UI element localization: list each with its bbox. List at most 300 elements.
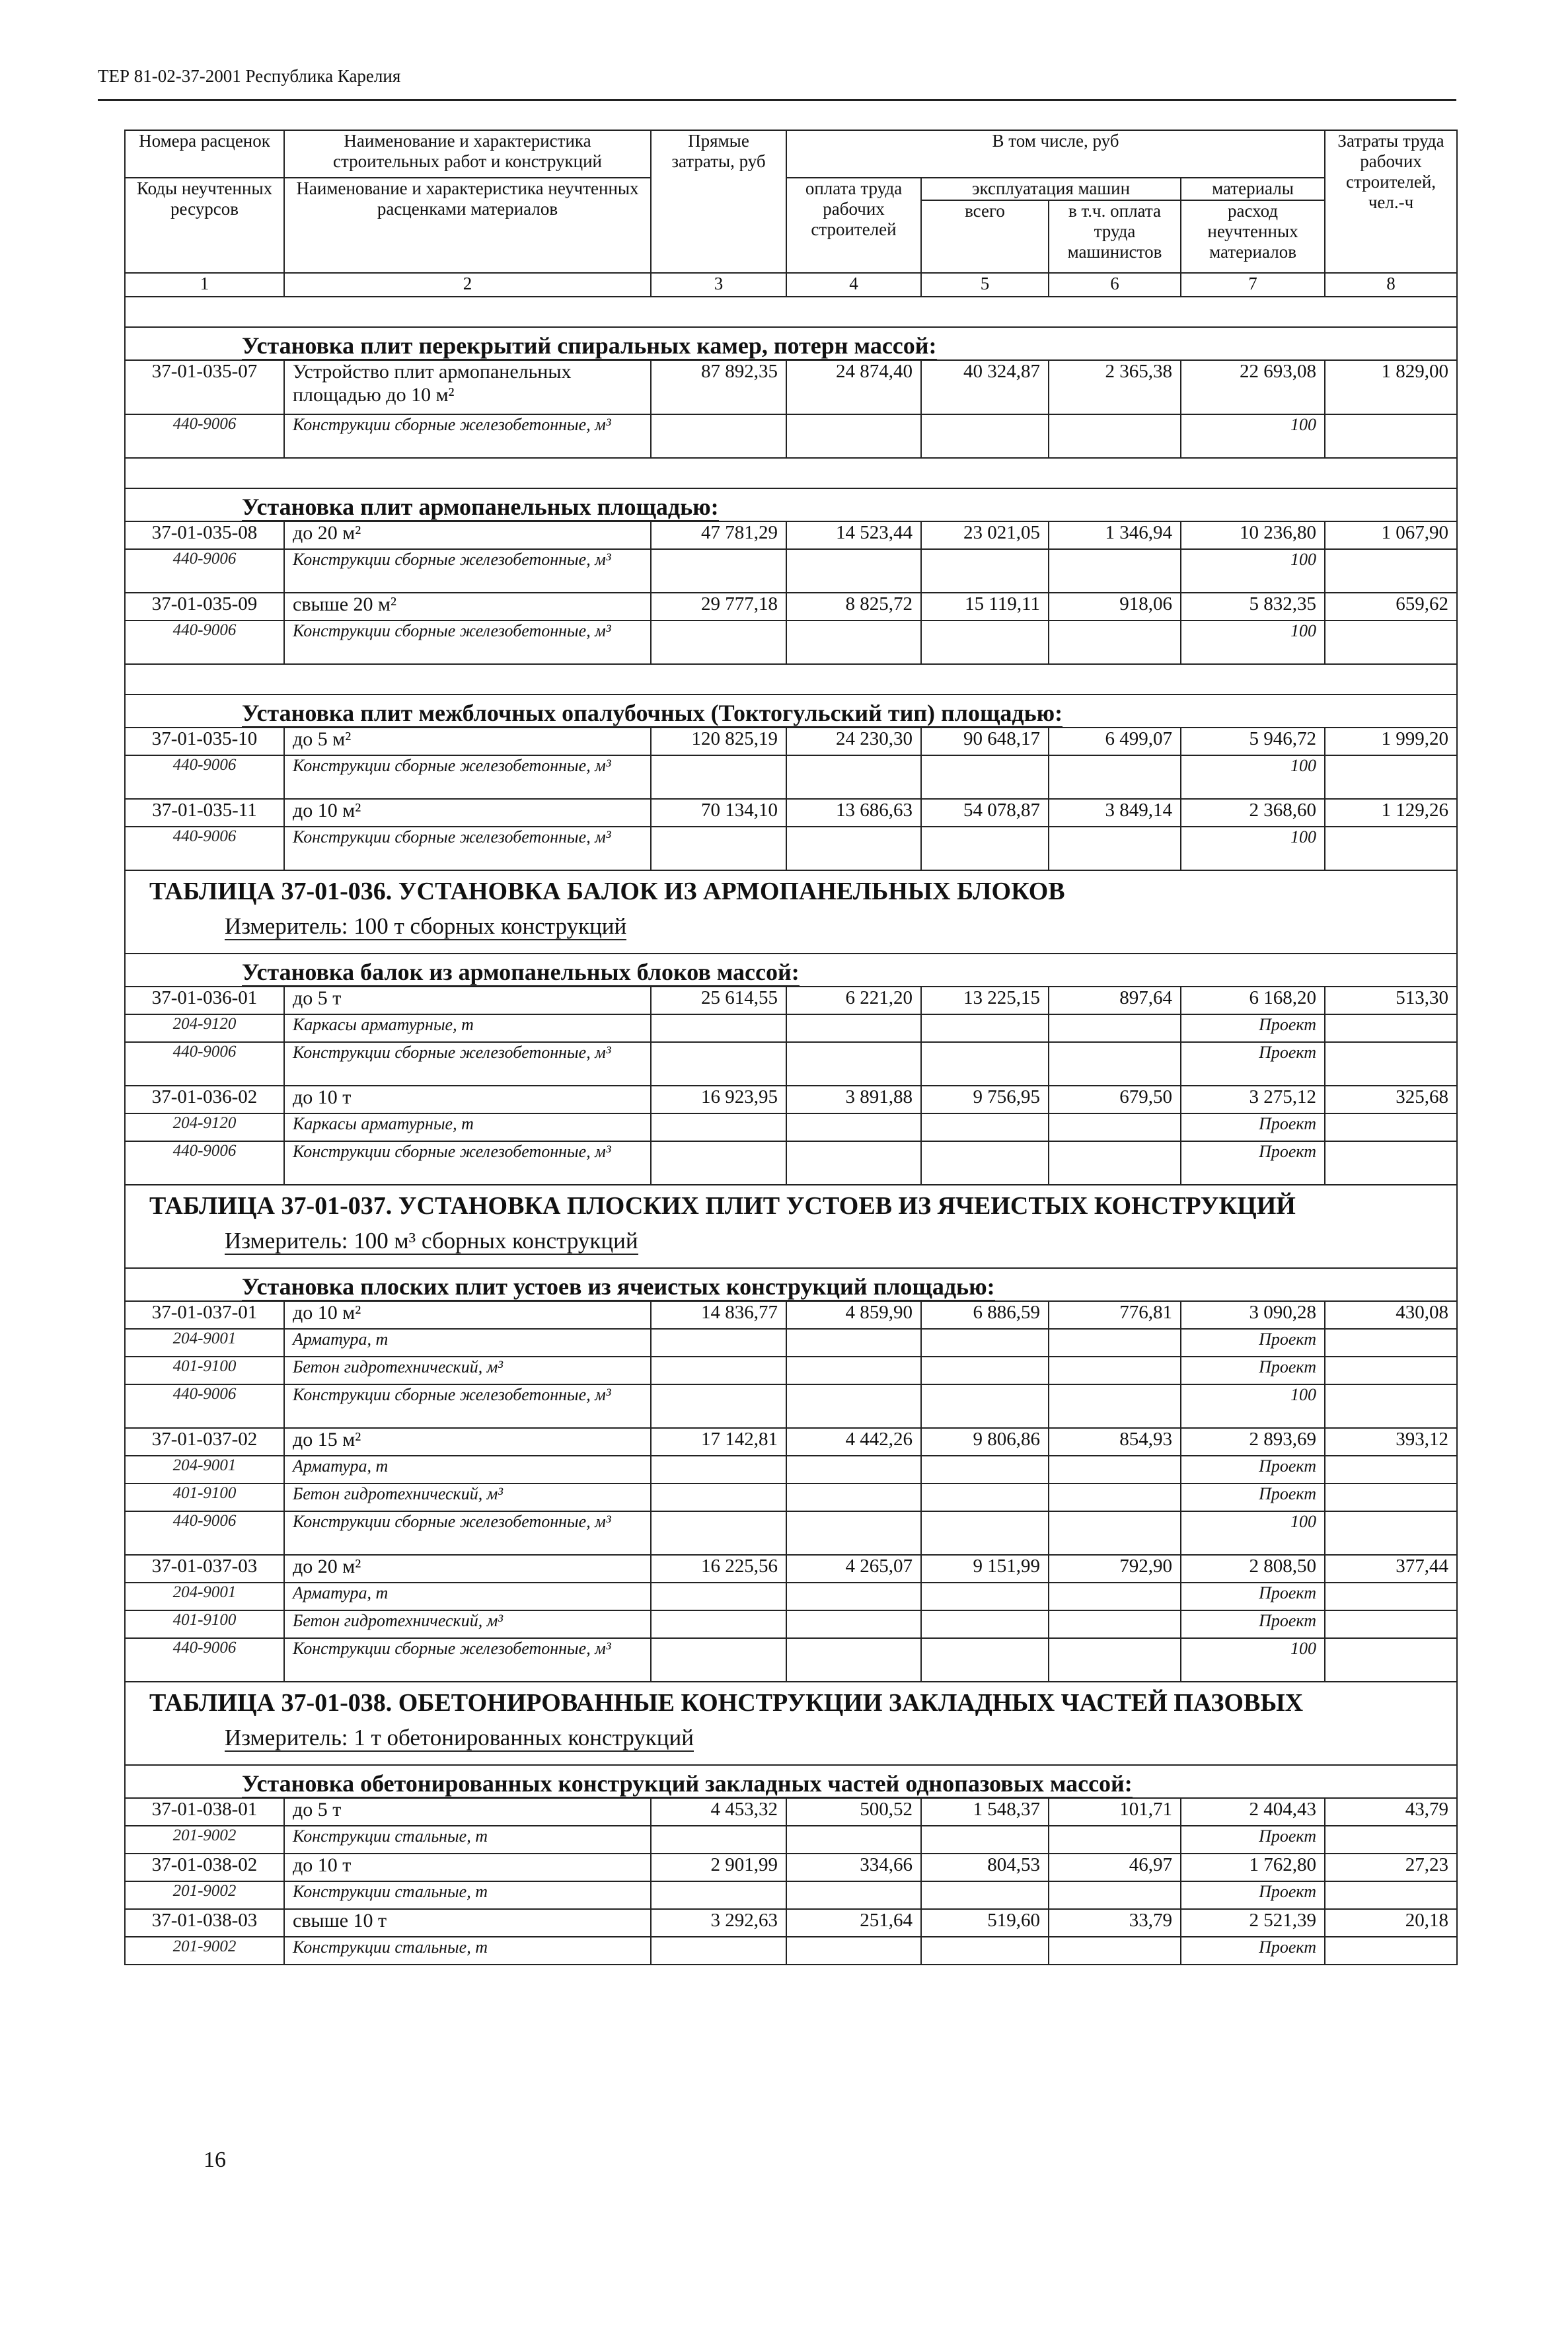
rate-code: 37-01-037-01 — [125, 1301, 284, 1329]
resource-code: 204-9001 — [125, 1456, 284, 1484]
empty-cell — [651, 1484, 786, 1511]
cost-direct: 3 292,63 — [651, 1909, 786, 1937]
resource-description: Бетон гидротехнический, м³ — [284, 1357, 651, 1384]
work-description: до 10 м² — [284, 799, 651, 827]
resource-consumption: Проект — [1181, 1881, 1325, 1909]
empty-cell — [786, 827, 921, 870]
col-num: 8 — [1325, 273, 1457, 297]
measure-unit-cell — [125, 1228, 1457, 1268]
cost-mat: 2 368,60 — [1181, 799, 1325, 827]
cost-direct: 120 825,19 — [651, 728, 786, 755]
cost-wage: 24 230,30 — [786, 728, 921, 755]
resource-row — [125, 549, 1457, 593]
resource-code: 440-9006 — [125, 755, 284, 799]
cost-mat: 2 893,69 — [1181, 1428, 1325, 1456]
resource-row — [125, 827, 1457, 870]
resource-description: Каркасы арматурные, т — [284, 1113, 651, 1141]
empty-cell — [651, 1456, 786, 1484]
cost-direct: 29 777,18 — [651, 593, 786, 620]
section-title-row — [125, 1765, 1457, 1798]
rate-code: 37-01-038-02 — [125, 1854, 284, 1881]
table-title: ТАБЛИЦА 37-01-038. ОБЕТОНИРОВАННЫЕ КОНСТРУКЦИИ ЗАКЛАДНЫХ ЧАСТЕЙ ПАЗОВЫХ — [125, 1682, 1457, 1725]
empty-cell — [1325, 1384, 1457, 1428]
empty-cell — [786, 1610, 921, 1638]
cost-labor: 1 829,00 — [1325, 360, 1457, 414]
empty-cell — [921, 620, 1049, 664]
measure-unit: Измеритель: 100 т сборных конструкций — [225, 913, 627, 939]
cost-direct: 25 614,55 — [651, 987, 786, 1014]
col-head-name-top: Наименование и характеристика строительных работ и конструкций — [284, 130, 651, 178]
empty-cell — [651, 1511, 786, 1555]
cost-mach: 40 324,87 — [921, 360, 1049, 414]
spacer-cell — [125, 458, 1457, 488]
resource-consumption: Проект — [1181, 1583, 1325, 1610]
empty-cell — [921, 1583, 1049, 1610]
resource-row — [125, 1014, 1457, 1042]
section-title-row — [125, 695, 1457, 728]
table-row — [125, 799, 1457, 827]
work-description: до 5 т — [284, 1798, 651, 1826]
table-row — [125, 987, 1457, 1014]
resource-row — [125, 1826, 1457, 1854]
resource-code: 440-9006 — [125, 1384, 284, 1428]
table-row — [125, 1555, 1457, 1583]
table-title: ТАБЛИЦА 37-01-037. УСТАНОВКА ПЛОСКИХ ПЛИТ УСТОЕВ ИЗ ЯЧЕИСТЫХ КОНСТРУКЦИЙ — [125, 1185, 1457, 1228]
empty-cell — [1325, 1113, 1457, 1141]
spacer-cell — [125, 664, 1457, 695]
col-num: 2 — [284, 273, 651, 297]
table-body — [125, 130, 1457, 1965]
table-row — [125, 1798, 1457, 1826]
cost-mwage: 1 346,94 — [1049, 521, 1181, 549]
rate-code: 37-01-038-03 — [125, 1909, 284, 1937]
empty-cell — [1049, 1484, 1181, 1511]
resource-description: Конструкции стальные, т — [284, 1881, 651, 1909]
document-header: ТЕР 81-02-37-2001 Республика Карелия — [98, 66, 401, 86]
table-row — [125, 521, 1457, 549]
empty-cell — [1049, 1014, 1181, 1042]
col-head-codes-bottom: Коды неучтенных ресурсов — [125, 178, 284, 273]
cost-mach: 9 806,86 — [921, 1428, 1049, 1456]
cost-mwage: 6 499,07 — [1049, 728, 1181, 755]
cost-mach: 1 548,37 — [921, 1798, 1049, 1826]
section-title-cell — [125, 488, 1457, 521]
table-title-row — [125, 1682, 1457, 1725]
resource-row — [125, 1329, 1457, 1357]
resource-description: Конструкции сборные железобетонные, м³ — [284, 755, 651, 799]
cost-direct: 16 225,56 — [651, 1555, 786, 1583]
col-num: 6 — [1049, 273, 1181, 297]
cost-mach: 54 078,87 — [921, 799, 1049, 827]
cost-wage: 3 891,88 — [786, 1086, 921, 1113]
resource-row — [125, 1583, 1457, 1610]
header-row-3 — [125, 178, 1457, 200]
resource-row — [125, 1042, 1457, 1086]
rate-code: 37-01-035-11 — [125, 799, 284, 827]
resource-consumption: 100 — [1181, 1511, 1325, 1555]
empty-cell — [921, 1881, 1049, 1909]
col-head-materials: материалы — [1181, 178, 1325, 200]
empty-cell — [921, 414, 1049, 458]
measure-unit: Измеритель: 1 т обетонированных конструкций — [225, 1725, 694, 1750]
work-description: до 20 м² — [284, 1555, 651, 1583]
empty-cell — [651, 620, 786, 664]
resource-description: Арматура, т — [284, 1329, 651, 1357]
empty-cell — [921, 1937, 1049, 1965]
resource-consumption: Проект — [1181, 1329, 1325, 1357]
empty-cell — [786, 1881, 921, 1909]
empty-cell — [786, 755, 921, 799]
resource-description: Конструкции сборные железобетонные, м³ — [284, 827, 651, 870]
empty-cell — [1325, 1484, 1457, 1511]
col-head-incl: В том числе, руб — [786, 130, 1325, 178]
page-number: 16 — [204, 2148, 226, 2172]
cost-mach: 6 886,59 — [921, 1301, 1049, 1329]
cost-labor: 659,62 — [1325, 593, 1457, 620]
col-head-direct: Прямые затраты, руб — [651, 130, 786, 273]
empty-cell — [1325, 1638, 1457, 1682]
empty-cell — [921, 1357, 1049, 1384]
resource-code: 440-9006 — [125, 620, 284, 664]
cost-wage: 8 825,72 — [786, 593, 921, 620]
empty-cell — [1325, 827, 1457, 870]
work-description: до 10 т — [284, 1086, 651, 1113]
work-description: свыше 10 т — [284, 1909, 651, 1937]
resource-consumption: 100 — [1181, 414, 1325, 458]
cost-mwage: 46,97 — [1049, 1854, 1181, 1881]
cost-direct: 14 836,77 — [651, 1301, 786, 1329]
resource-code: 440-9006 — [125, 1638, 284, 1682]
resource-row — [125, 620, 1457, 664]
empty-cell — [651, 1357, 786, 1384]
col-num: 7 — [1181, 273, 1325, 297]
cost-mach: 90 648,17 — [921, 728, 1049, 755]
cost-mach: 15 119,11 — [921, 593, 1049, 620]
resource-code: 440-9006 — [125, 1141, 284, 1185]
resource-description: Конструкции сборные железобетонные, м³ — [284, 1511, 651, 1555]
empty-cell — [1325, 1329, 1457, 1357]
empty-cell — [921, 1610, 1049, 1638]
cost-mach: 9 151,99 — [921, 1555, 1049, 1583]
resource-consumption: Проект — [1181, 1484, 1325, 1511]
empty-cell — [921, 1014, 1049, 1042]
cost-mach: 804,53 — [921, 1854, 1049, 1881]
resource-row — [125, 1357, 1457, 1384]
empty-cell — [651, 1881, 786, 1909]
cost-labor: 43,79 — [1325, 1798, 1457, 1826]
resource-description: Конструкции стальные, т — [284, 1937, 651, 1965]
resource-row — [125, 755, 1457, 799]
resource-description: Бетон гидротехнический, м³ — [284, 1484, 651, 1511]
section-title-cell — [125, 954, 1457, 987]
cost-mat: 1 762,80 — [1181, 1854, 1325, 1881]
resource-code: 204-9120 — [125, 1014, 284, 1042]
empty-cell — [1325, 1826, 1457, 1854]
empty-cell — [1049, 1384, 1181, 1428]
cost-direct: 70 134,10 — [651, 799, 786, 827]
resource-code: 401-9100 — [125, 1610, 284, 1638]
cost-labor: 377,44 — [1325, 1555, 1457, 1583]
resource-consumption: Проект — [1181, 1610, 1325, 1638]
col-head-machines-total: всего — [921, 200, 1049, 273]
resource-consumption: Проект — [1181, 1456, 1325, 1484]
resource-code: 204-9001 — [125, 1583, 284, 1610]
resource-description: Арматура, т — [284, 1583, 651, 1610]
empty-cell — [651, 755, 786, 799]
section-title: Установка плоских плит устоев из ячеистых конструкций площадью: — [242, 1273, 995, 1300]
cost-direct: 4 453,32 — [651, 1798, 786, 1826]
empty-cell — [786, 1826, 921, 1854]
empty-cell — [786, 1937, 921, 1965]
cost-mach: 519,60 — [921, 1909, 1049, 1937]
empty-cell — [921, 1638, 1049, 1682]
empty-cell — [1325, 1610, 1457, 1638]
resource-consumption: Проект — [1181, 1113, 1325, 1141]
cost-mwage: 3 849,14 — [1049, 799, 1181, 827]
empty-cell — [651, 1826, 786, 1854]
empty-cell — [1325, 549, 1457, 593]
cost-wage: 24 874,40 — [786, 360, 921, 414]
resource-row — [125, 1610, 1457, 1638]
empty-cell — [921, 1384, 1049, 1428]
table-title-row — [125, 870, 1457, 913]
empty-cell — [651, 549, 786, 593]
cost-direct: 17 142,81 — [651, 1428, 786, 1456]
rate-code: 37-01-035-10 — [125, 728, 284, 755]
resource-description: Бетон гидротехнический, м³ — [284, 1610, 651, 1638]
empty-cell — [786, 1511, 921, 1555]
empty-cell — [651, 827, 786, 870]
empty-cell — [786, 1583, 921, 1610]
resource-code: 440-9006 — [125, 1511, 284, 1555]
col-head-machines: эксплуатация машин — [921, 178, 1181, 200]
empty-cell — [1325, 620, 1457, 664]
work-description: до 10 м² — [284, 1301, 651, 1329]
empty-cell — [651, 414, 786, 458]
empty-cell — [786, 1113, 921, 1141]
table-title: ТАБЛИЦА 37-01-036. УСТАНОВКА БАЛОК ИЗ АРМОПАНЕЛЬНЫХ БЛОКОВ — [125, 870, 1457, 913]
section-spacer — [125, 297, 1457, 327]
cost-labor: 513,30 — [1325, 987, 1457, 1014]
resource-description: Конструкции сборные железобетонные, м³ — [284, 1384, 651, 1428]
rate-code: 37-01-038-01 — [125, 1798, 284, 1826]
cost-direct: 87 892,35 — [651, 360, 786, 414]
col-head-wage: оплата труда рабочих строителей — [786, 178, 921, 273]
empty-cell — [921, 1141, 1049, 1185]
empty-cell — [1049, 414, 1181, 458]
cost-labor: 430,08 — [1325, 1301, 1457, 1329]
section-title-cell — [125, 1268, 1457, 1301]
empty-cell — [651, 1638, 786, 1682]
cost-mat: 10 236,80 — [1181, 521, 1325, 549]
table-row — [125, 1909, 1457, 1937]
column-numbers-row — [125, 273, 1457, 297]
work-description: Устройство плит армопанельных площадью до 10 м² — [284, 360, 651, 414]
resource-row — [125, 1511, 1457, 1555]
col-head-machines-wage: в т.ч. оплата труда машинистов — [1049, 200, 1181, 273]
empty-cell — [651, 1113, 786, 1141]
header-rule — [98, 99, 1456, 101]
work-description: до 15 м² — [284, 1428, 651, 1456]
resource-description: Конструкции стальные, т — [284, 1826, 651, 1854]
resource-consumption: 100 — [1181, 1638, 1325, 1682]
empty-cell — [921, 755, 1049, 799]
empty-cell — [1049, 755, 1181, 799]
resource-row — [125, 1384, 1457, 1428]
empty-cell — [651, 1583, 786, 1610]
rate-code: 37-01-035-09 — [125, 593, 284, 620]
resource-code: 440-9006 — [125, 414, 284, 458]
section-title: Установка плит перекрытий спиральных камер, потерн массой: — [242, 332, 937, 359]
empty-cell — [786, 549, 921, 593]
empty-cell — [1325, 1583, 1457, 1610]
rate-code: 37-01-037-03 — [125, 1555, 284, 1583]
section-spacer — [125, 458, 1457, 488]
empty-cell — [921, 1329, 1049, 1357]
empty-cell — [1049, 1583, 1181, 1610]
cost-direct: 2 901,99 — [651, 1854, 786, 1881]
cost-wage: 13 686,63 — [786, 799, 921, 827]
section-title-cell — [125, 1765, 1457, 1798]
cost-mat: 6 168,20 — [1181, 987, 1325, 1014]
resource-row — [125, 1113, 1457, 1141]
empty-cell — [786, 414, 921, 458]
col-num: 1 — [125, 273, 284, 297]
resource-consumption: 100 — [1181, 549, 1325, 593]
cost-mach: 9 756,95 — [921, 1086, 1049, 1113]
section-title-cell — [125, 695, 1457, 728]
empty-cell — [1325, 755, 1457, 799]
empty-cell — [921, 549, 1049, 593]
measure-unit-row — [125, 1725, 1457, 1765]
cost-mach: 23 021,05 — [921, 521, 1049, 549]
cost-mwage: 918,06 — [1049, 593, 1181, 620]
cost-wage: 14 523,44 — [786, 521, 921, 549]
cost-labor: 1 129,26 — [1325, 799, 1457, 827]
cost-direct: 47 781,29 — [651, 521, 786, 549]
empty-cell — [786, 1638, 921, 1682]
section-title-row — [125, 1268, 1457, 1301]
spacer-cell — [125, 297, 1457, 327]
cost-wage: 4 265,07 — [786, 1555, 921, 1583]
cost-labor: 1 067,90 — [1325, 521, 1457, 549]
empty-cell — [1049, 1357, 1181, 1384]
cost-labor: 27,23 — [1325, 1854, 1457, 1881]
resource-code: 201-9002 — [125, 1826, 284, 1854]
cost-mach: 13 225,15 — [921, 987, 1049, 1014]
resource-consumption: 100 — [1181, 827, 1325, 870]
empty-cell — [651, 1937, 786, 1965]
cost-mwage: 679,50 — [1049, 1086, 1181, 1113]
resource-consumption: Проект — [1181, 1937, 1325, 1965]
table-row — [125, 593, 1457, 620]
resource-consumption: 100 — [1181, 620, 1325, 664]
empty-cell — [1049, 1329, 1181, 1357]
empty-cell — [1325, 1042, 1457, 1086]
empty-cell — [921, 1484, 1049, 1511]
col-num: 4 — [786, 273, 921, 297]
cost-wage: 4 859,90 — [786, 1301, 921, 1329]
resource-row — [125, 414, 1457, 458]
cost-wage: 334,66 — [786, 1854, 921, 1881]
empty-cell — [786, 1484, 921, 1511]
cost-mwage: 33,79 — [1049, 1909, 1181, 1937]
cost-mat: 3 090,28 — [1181, 1301, 1325, 1329]
section-title: Установка плит армопанельных площадью: — [242, 493, 719, 520]
rate-code: 37-01-036-02 — [125, 1086, 284, 1113]
empty-cell — [1049, 1511, 1181, 1555]
cost-direct: 16 923,95 — [651, 1086, 786, 1113]
empty-cell — [1049, 1610, 1181, 1638]
rate-code: 37-01-036-01 — [125, 987, 284, 1014]
section-title-row — [125, 327, 1457, 360]
table-row — [125, 360, 1457, 414]
resource-description: Конструкции сборные железобетонные, м³ — [284, 1638, 651, 1682]
empty-cell — [1325, 1937, 1457, 1965]
measure-unit-cell — [125, 1725, 1457, 1765]
cost-mwage: 854,93 — [1049, 1428, 1181, 1456]
resource-code: 401-9100 — [125, 1357, 284, 1384]
empty-cell — [651, 1329, 786, 1357]
empty-cell — [651, 1384, 786, 1428]
resource-consumption: Проект — [1181, 1014, 1325, 1042]
resource-description: Конструкции сборные железобетонные, м³ — [284, 549, 651, 593]
empty-cell — [1325, 1014, 1457, 1042]
empty-cell — [1325, 1511, 1457, 1555]
cost-mat: 2 404,43 — [1181, 1798, 1325, 1826]
empty-cell — [1049, 1937, 1181, 1965]
resource-description: Арматура, т — [284, 1456, 651, 1484]
work-description: свыше 20 м² — [284, 593, 651, 620]
table-row — [125, 728, 1457, 755]
rate-code: 37-01-037-02 — [125, 1428, 284, 1456]
empty-cell — [1049, 1881, 1181, 1909]
work-description: до 20 м² — [284, 521, 651, 549]
section-title-row — [125, 954, 1457, 987]
empty-cell — [1049, 1042, 1181, 1086]
table-row — [125, 1854, 1457, 1881]
col-head-codes-top: Номера расценок — [125, 130, 284, 178]
empty-cell — [1049, 620, 1181, 664]
cost-wage: 251,64 — [786, 1909, 921, 1937]
cost-mwage: 792,90 — [1049, 1555, 1181, 1583]
cost-labor: 393,12 — [1325, 1428, 1457, 1456]
resource-consumption: 100 — [1181, 755, 1325, 799]
resource-consumption: Проект — [1181, 1141, 1325, 1185]
cost-mat: 3 275,12 — [1181, 1086, 1325, 1113]
empty-cell — [921, 1511, 1049, 1555]
empty-cell — [921, 1456, 1049, 1484]
measure-unit-row — [125, 1228, 1457, 1268]
col-head-labor: Затраты труда рабочих строителей, чел.-ч — [1325, 130, 1457, 273]
table-row — [125, 1428, 1457, 1456]
empty-cell — [786, 1014, 921, 1042]
cost-mat: 2 808,50 — [1181, 1555, 1325, 1583]
empty-cell — [921, 1042, 1049, 1086]
empty-cell — [1325, 1456, 1457, 1484]
empty-cell — [1049, 1638, 1181, 1682]
empty-cell — [1325, 414, 1457, 458]
empty-cell — [921, 827, 1049, 870]
cost-labor: 20,18 — [1325, 1909, 1457, 1937]
work-description: до 5 т — [284, 987, 651, 1014]
rate-code: 37-01-035-07 — [125, 360, 284, 414]
col-head-name-bottom: Наименование и характеристика неучтенных расценками материалов — [284, 178, 651, 273]
section-title-cell — [125, 327, 1457, 360]
measure-unit: Измеритель: 100 м³ сборных конструкций — [225, 1228, 638, 1254]
resource-row — [125, 1141, 1457, 1185]
resource-code: 440-9006 — [125, 827, 284, 870]
